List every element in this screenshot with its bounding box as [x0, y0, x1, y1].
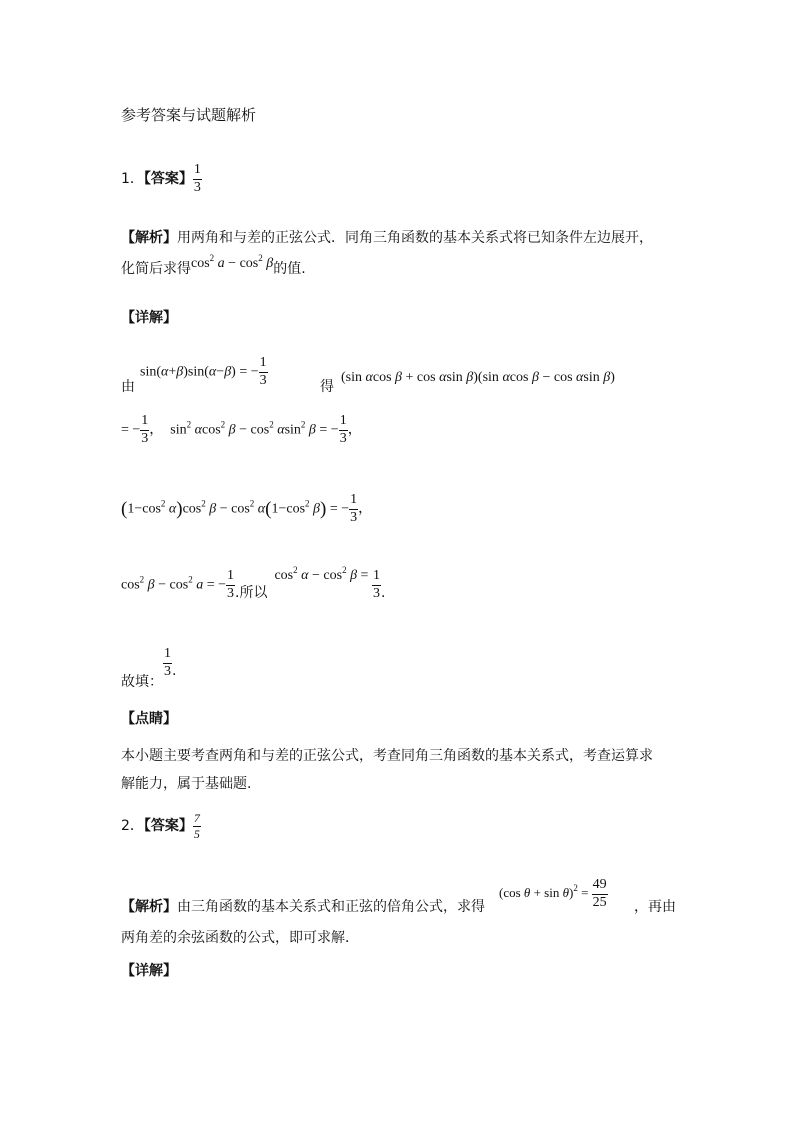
q1-analysis-line1: 【解析】用两角和与差的正弦公式．同角三角函数的基本关系式将已知条件左边展开，: [121, 230, 653, 246]
q1-eq-sin-product: sin(α+β)sin(α−β) = − $\frac{1}{3}$: [140, 355, 267, 388]
q1-analysis-line2: 化简后求得$\cos^2 a - \cos^2 \beta$的值.: [121, 253, 306, 277]
q2-answer-line: [121, 812, 201, 840]
q1-eq-line2: = − $\frac{1}{3}$ ， $\sin^2 \alpha\cos^2$ $\beta - \cos^2 \alpha\sin^2$ β = − $\frac{1}{3}$ ，: [121, 413, 362, 446]
q2-analysis-label: 【解析】: [121, 899, 177, 915]
q1-eq1-fraction: $\frac{1}{3}$: [259, 355, 267, 388]
q2-number: 2．: [121, 818, 144, 835]
q1-answer-label: 【答案】: [143, 171, 193, 188]
q1-de: 得: [320, 379, 334, 395]
q2-answer-fraction: $\frac{7}{5}$: [193, 811, 200, 841]
q1-detail-label: 【详解】: [121, 310, 177, 326]
q1-eq-expanded: (sin αcos β + cos αsin β)(sin αcos β − cos αsin β): [341, 370, 615, 385]
q1-number: 1．: [121, 171, 144, 188]
q1-formula-cos-diff: $\cos^2 a - \cos^2 \beta$: [191, 253, 274, 271]
page-title: 参考答案与试题解析: [121, 106, 257, 124]
q1-eq-line4: $\cos^2 \beta - \cos^2 a$ = − $\frac{1}{3}$ .所以 $\cos^2 \alpha - \cos^2 \beta$ = $\frac{1}{3}$ .: [121, 565, 386, 602]
q2-analysis-line2: 两角差的余弦函数的公式，即可求解．: [121, 930, 359, 946]
q1-analysis-label: 【解析】: [121, 230, 177, 246]
q1-answer-fraction: $\frac{1}{3}$: [193, 162, 201, 195]
q1-comment-line2: 解能力，属于基础题.: [121, 776, 252, 792]
q2-detail-label: 【详解】: [121, 963, 177, 979]
q1-final-answer: 故填： $\frac{1}{3}$ .: [121, 646, 177, 691]
q1-comment-line1: 本小题主要考查两角和与差的正弦公式，考查同角三角函数的基本关系式，考查运算求: [121, 748, 653, 764]
q2-analysis-tail: ，再由: [634, 899, 676, 915]
q1-you: 由: [121, 379, 135, 395]
q1-eq-line3: ($1-\cos^2$ $\alpha)\cos^2$ $\beta - \cos^2 \alpha(1-\cos^2$ β) = − $\frac{1}{3}$ ，: [121, 492, 373, 525]
q1-answer-line: [121, 163, 202, 195]
q2-answer-label: 【答案】: [143, 818, 193, 835]
q2-formula-square: (cos θ + sin θ)$^2$ = $\frac{49}{25}$: [499, 877, 607, 910]
q2-analysis-line1: 【解析】由三角函数的基本关系式和正弦的倍角公式，求得: [121, 899, 485, 915]
q1-comment-label: 【点睛】: [121, 711, 177, 727]
